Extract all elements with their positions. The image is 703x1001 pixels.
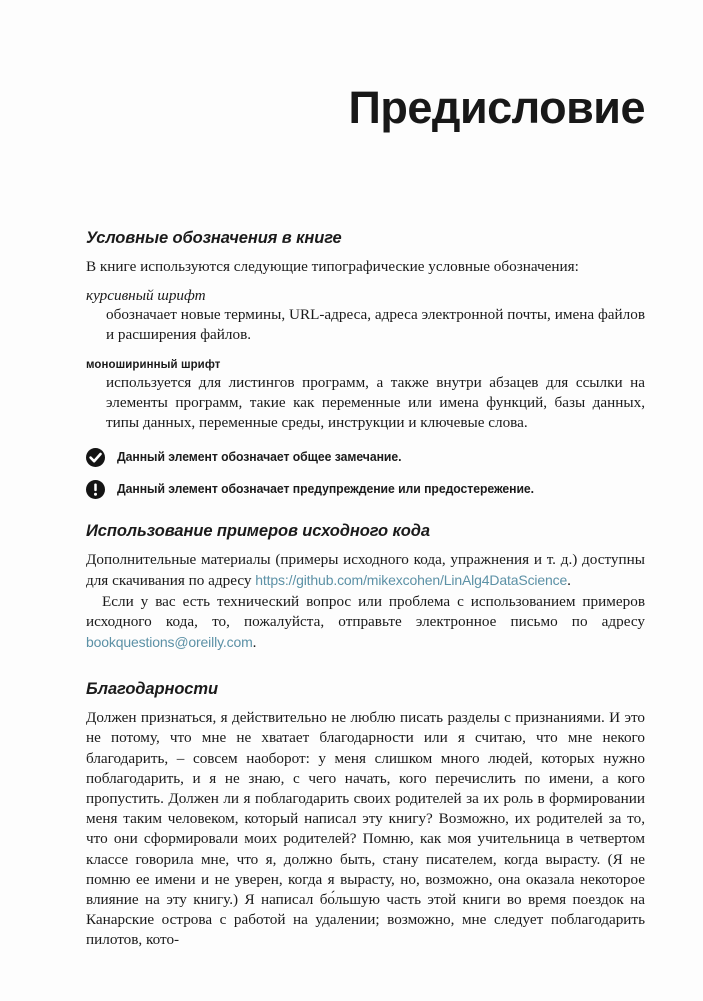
- book-questions-email-link[interactable]: bookquestions@oreilly.com: [86, 634, 253, 651]
- section-acknowledgements: [86, 679, 645, 950]
- definition-monospace: [86, 355, 645, 434]
- conventions-intro: В книге используются следующие типографические условные обозначения:: [86, 258, 579, 275]
- paragraph-1-prefix: Дополнительные материалы (примеры исходного кода, упражнения и т. д.) доступны для скачивания по адресу: [86, 551, 645, 590]
- definition-italic: [86, 286, 645, 345]
- acknowledgements-paragraph: Должен признаться, я действительно не люблю писать разделы с признаниями. И это не потому, что мне не хватает благодарности или я считаю, что мне некого благодарить, – совсем наоборот: у меня слишком много людей, которых нужно поблагодарить, и я не знаю, с чего начать, кого перечислить по имени, а кого пропустить. Должен ли я поблагодарить своих родителей за их роль в формировании меня таким человеком, который написал эту книгу? Возможно, их родителей за то, что они сформировали моих родителей? Помню, как моя учительница в четвертом классе говорила мне, что я, должно быть, стану писателем, когда вырасту. (Я не помню ее имени и не уверен, когда я вырасту, но, возможно, она оказала некоторое влияние на эту книгу.) Я написал бо́льшую часть этой книги во время поездок на Канарские острова с работой на удалении; возможно, мне следует поблагодарить пилотов, кото-: [86, 709, 645, 949]
- definition-term-monospace: моноширинный шрифт: [86, 356, 221, 371]
- admonition-warning: [86, 480, 645, 499]
- heading-conventions: Условные обозначения в книге: [86, 229, 342, 247]
- admonition-note: [86, 448, 645, 467]
- admonition-group: [86, 448, 645, 499]
- check-circle-icon: [86, 448, 105, 467]
- github-repo-link[interactable]: https://github.com/mikexcohen/LinAlg4DataScience: [255, 572, 568, 589]
- admonition-note-text: Данный элемент обозначает общее замечание.: [117, 450, 402, 465]
- code-examples-paragraph-1: [86, 550, 645, 591]
- heading-acknowledgements: Благодарности: [86, 680, 218, 699]
- exclamation-circle-icon: [86, 480, 105, 499]
- definition-description-italic: обозначает новые термины, URL-адреса, адреса электронной почты, имена файлов и расширения файлов.: [106, 306, 645, 344]
- page-title: Предисловие: [348, 82, 645, 133]
- definition-term-italic: курсивный шрифт: [86, 287, 206, 305]
- paragraph-2-suffix: .: [252, 634, 257, 652]
- paragraph-2-prefix: Если у вас есть технический вопрос или проблема с использованием примеров исходного кода, то, пожалуйста, отправьте электронное письмо по адресу: [86, 592, 645, 630]
- admonition-warning-text: Данный элемент обозначает предупреждение или предостережение.: [117, 482, 535, 497]
- heading-code-examples: Использование примеров исходного кода: [86, 522, 430, 541]
- conventions-definition-list: [86, 286, 645, 433]
- code-examples-paragraph-2: [86, 592, 645, 654]
- paragraph-1-suffix: .: [567, 572, 571, 590]
- content-column: [86, 228, 645, 951]
- section-code-examples: [86, 521, 645, 653]
- section-conventions: [86, 228, 645, 499]
- definition-description-monospace: используется для листингов программ, а также внутри абзацев для ссылки на элементы программ, такие как переменные или имена функций, базы данных, типы данных, переменные среды, инструкции и ключевые слова.: [106, 373, 645, 432]
